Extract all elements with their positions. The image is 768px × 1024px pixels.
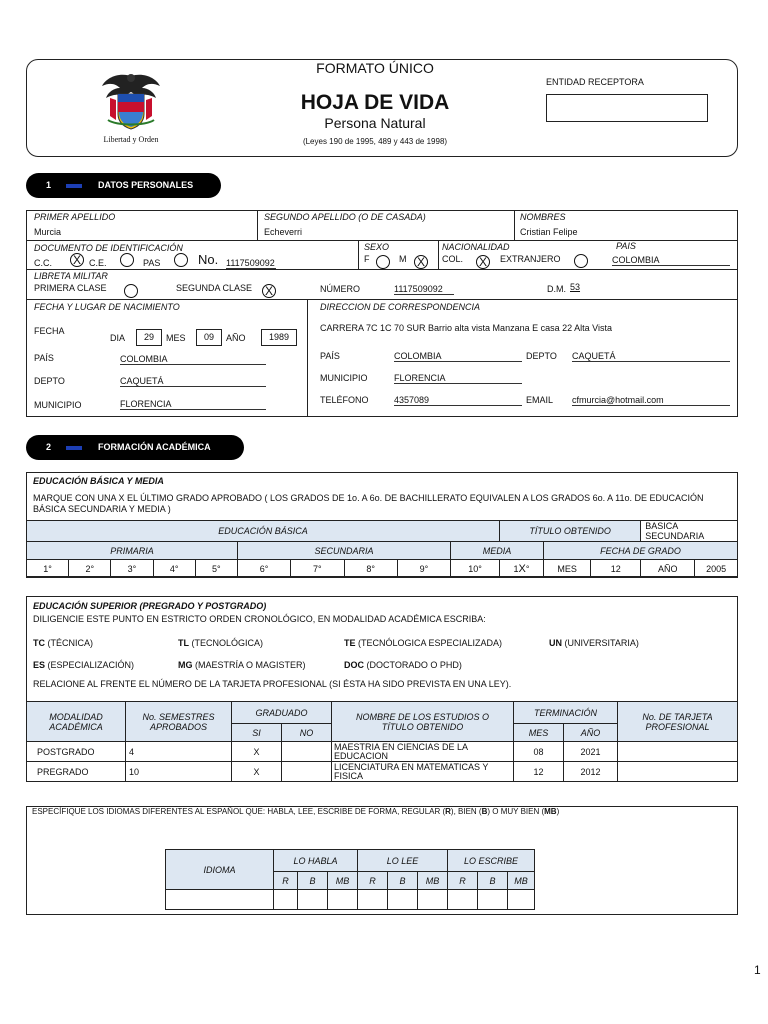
idioma-header: IDIOMA bbox=[166, 850, 274, 890]
depto-direccion-value[interactable]: CAQUETÁ bbox=[572, 351, 730, 362]
mes-header: MES bbox=[514, 724, 564, 742]
fecha-grado-header: FECHA DE GRADO bbox=[544, 542, 738, 560]
grade-3[interactable]: 3° bbox=[111, 560, 153, 578]
documento-label: DOCUMENTO DE IDENTIFICACIÓN bbox=[34, 243, 183, 253]
nombres-label: NOMBRES bbox=[520, 212, 566, 222]
ce-label: C.E. bbox=[89, 258, 107, 268]
depto-nacimiento-label: DEPTO bbox=[34, 376, 65, 386]
table-row bbox=[27, 762, 738, 782]
dia-value[interactable]: 29 bbox=[136, 329, 162, 346]
libreta-label: LIBRETA MILITAR bbox=[34, 271, 108, 281]
pais-nacimiento-value[interactable]: COLOMBIA bbox=[120, 354, 266, 365]
nacionalidad-label: NACIONALIDAD bbox=[442, 242, 510, 252]
section-2-pill bbox=[26, 435, 244, 460]
escribe-b: B bbox=[478, 872, 508, 890]
code-mg: MG (MAESTRÍA O MAGISTER) bbox=[178, 660, 306, 670]
lee-mb-cell[interactable] bbox=[418, 890, 448, 910]
coat-of-arms-logo bbox=[96, 70, 166, 146]
cc-label: C.C. bbox=[34, 258, 52, 268]
media-header: MEDIA bbox=[451, 542, 544, 560]
no-cell[interactable] bbox=[282, 762, 332, 782]
sexo-f-label: F bbox=[364, 254, 370, 264]
pas-option[interactable] bbox=[174, 253, 188, 267]
libreta-numero-label: NÚMERO bbox=[320, 284, 360, 294]
grade-8[interactable]: 8° bbox=[344, 560, 397, 578]
anio-value[interactable]: 1989 bbox=[261, 329, 297, 346]
escribe-b-cell[interactable] bbox=[478, 890, 508, 910]
lee-mb: MB bbox=[418, 872, 448, 890]
idioma-cell[interactable] bbox=[166, 890, 274, 910]
col-label: COL. bbox=[442, 254, 464, 264]
lee-r: R bbox=[358, 872, 388, 890]
superior-instructions: DILIGENCIE ESTE PUNTO EN ESTRICTO ORDEN CRONOLÓGICO, EN MODALIDAD ACADÉMICA ESCRIBA: bbox=[33, 614, 486, 624]
habla-mb-cell[interactable] bbox=[328, 890, 358, 910]
grade-9[interactable]: 9° bbox=[397, 560, 450, 578]
primera-clase-option[interactable] bbox=[124, 284, 138, 298]
pais-direccion-value[interactable]: COLOMBIA bbox=[394, 351, 522, 362]
email-value[interactable]: cfmurcia@hotmail.com bbox=[572, 395, 730, 406]
superior-table bbox=[26, 701, 738, 782]
municipio-nacimiento-label: MUNICIPIO bbox=[34, 400, 82, 410]
relacione-text: RELACIONE AL FRENTE EL NÚMERO DE LA TARJETA PROFESIONAL (SI ÉSTA HA SIDO PREVISTA EN UNA LEY). bbox=[33, 679, 512, 689]
no-cell[interactable] bbox=[282, 742, 332, 762]
habla-b: B bbox=[298, 872, 328, 890]
grade-1[interactable]: 1° bbox=[27, 560, 69, 578]
primer-apellido-value[interactable]: Murcia bbox=[34, 227, 62, 237]
graduado-header: GRADUADO bbox=[232, 702, 332, 724]
section-2-connector bbox=[66, 446, 82, 450]
anio-cell[interactable]: 2021 bbox=[564, 742, 618, 762]
mes-cell[interactable]: 08 bbox=[514, 742, 564, 762]
grade-4[interactable]: 4° bbox=[153, 560, 195, 578]
grade-6[interactable]: 6° bbox=[237, 560, 290, 578]
primaria-header: PRIMARIA bbox=[27, 542, 238, 560]
telefono-label: TELÉFONO bbox=[320, 395, 369, 405]
educacion-basica-header: EDUCACIÓN BÁSICA bbox=[27, 521, 500, 542]
page-subtitle: Persona Natural bbox=[324, 115, 426, 131]
municipio-direccion-label: MUNICIPIO bbox=[320, 373, 368, 383]
section-1-connector bbox=[66, 184, 82, 188]
basica-table bbox=[26, 520, 738, 578]
pais-label: PAIS bbox=[616, 241, 636, 251]
formato-unico: FORMATO ÚNICO bbox=[316, 60, 434, 76]
no-header: NO bbox=[282, 724, 332, 742]
modalidad-cell[interactable]: PREGRADO bbox=[27, 762, 126, 782]
extranjero-option[interactable] bbox=[574, 254, 588, 268]
anio-grado-label: AÑO bbox=[641, 560, 695, 578]
lee-r-cell[interactable] bbox=[358, 890, 388, 910]
tarjeta-cell[interactable] bbox=[618, 762, 738, 782]
anio-cell[interactable]: 2012 bbox=[564, 762, 618, 782]
mes-grado-value[interactable]: 12 bbox=[591, 560, 641, 578]
municipio-nacimiento-value[interactable]: FLORENCIA bbox=[120, 399, 266, 410]
terminacion-header: TERMINACIÓN bbox=[514, 702, 618, 724]
logo-caption: Libertad y Orden bbox=[103, 135, 159, 144]
modalidad-header: MODALIDAD ACADÉMICA bbox=[27, 702, 126, 742]
email-label: EMAIL bbox=[526, 395, 554, 405]
dm-value[interactable]: 53 bbox=[570, 282, 581, 292]
primer-apellido-label: PRIMER APELLIDO bbox=[34, 212, 116, 222]
anio-grado-value[interactable]: 2005 bbox=[695, 560, 738, 578]
si-header: SI bbox=[232, 724, 282, 742]
doc-no-label: No. bbox=[198, 252, 219, 267]
doc-number[interactable]: 1117509092 bbox=[226, 258, 275, 268]
si-cell[interactable]: X bbox=[232, 742, 282, 762]
municipio-direccion-value[interactable]: FLORENCIA bbox=[394, 373, 522, 384]
col-option[interactable]: X bbox=[476, 255, 490, 269]
pas-label: PAS bbox=[143, 258, 161, 268]
telefono-value[interactable]: 4357089 bbox=[394, 395, 522, 406]
table-row bbox=[166, 890, 535, 910]
code-doc: DOC (DOCTORADO O PHD) bbox=[344, 660, 462, 670]
anio-header: AÑO bbox=[564, 724, 618, 742]
dm-label: D.M. bbox=[547, 284, 566, 294]
direccion-value[interactable]: CARRERA 7C 1C 70 SUR Barrio alta vista Manzana E casa 22 Alta Vista bbox=[320, 323, 612, 333]
secundaria-header: SECUNDARIA bbox=[237, 542, 450, 560]
section-1-number: 1 bbox=[46, 180, 52, 190]
grade-7[interactable]: 7° bbox=[291, 560, 344, 578]
habla-r: R bbox=[274, 872, 298, 890]
tarjeta-cell[interactable] bbox=[618, 742, 738, 762]
extranjero-label: EXTRANJERO bbox=[500, 254, 561, 264]
entidad-receptora-field[interactable] bbox=[546, 94, 708, 122]
section-2-title: FORMACIÓN ACADÉMICA bbox=[98, 442, 211, 452]
nacimiento-label: FECHA Y LUGAR DE NACIMIENTO bbox=[34, 302, 180, 312]
lo-escribe-header: LO ESCRIBE bbox=[448, 850, 535, 872]
mes-label: MES bbox=[166, 333, 186, 343]
idiomas-instructions: ESPECÍFIQUE LOS IDIOMAS DIFERENTES AL ESPAÑOL QUE: HABLA, LEE, ESCRIBE DE FORMA, REGULAR (R), BIEN (B) O MUY BIEN (MB) bbox=[32, 807, 560, 816]
section-2-number: 2 bbox=[46, 442, 52, 452]
escribe-mb-cell[interactable] bbox=[508, 890, 535, 910]
escribe-mb: MB bbox=[508, 872, 535, 890]
dia-label: DIA bbox=[110, 333, 126, 343]
code-tc: TC (TÉCNICA) bbox=[33, 638, 93, 648]
table-row bbox=[27, 742, 738, 762]
pais-value[interactable]: COLOMBIA bbox=[612, 255, 730, 266]
segunda-clase-option[interactable]: X bbox=[262, 284, 276, 298]
grade-11-marked[interactable]: 1X° bbox=[500, 560, 544, 578]
anio-label: AÑO bbox=[226, 333, 246, 343]
basica-instructions: MARQUE CON UNA X EL ÚLTIMO GRADO APROBADO ( LOS GRADOS DE 1o. A 6o. DE BACHILLERATO EQUIVALEN A LOS GRADOS 6o. A 11o. DE EDUCACIÓN BÁSICA SECUNDARIA Y MEDIA ) bbox=[33, 493, 704, 514]
habla-mb: MB bbox=[328, 872, 358, 890]
grade-2[interactable]: 2° bbox=[69, 560, 111, 578]
code-tl: TL (TECNOLÓGICA) bbox=[178, 638, 264, 648]
nombre-cell[interactable]: MAESTRIA EN CIENCIAS DE LA EDUCACION bbox=[332, 742, 514, 762]
mes-value[interactable]: 09 bbox=[196, 329, 222, 346]
mes-grado-label: MES bbox=[544, 560, 591, 578]
sexo-m-option[interactable]: X bbox=[414, 255, 428, 269]
fecha-label: FECHA bbox=[34, 326, 65, 336]
ce-option[interactable] bbox=[120, 253, 134, 267]
page-number: 1 bbox=[754, 963, 761, 977]
entidad-receptora-label: ENTIDAD RECEPTORA bbox=[546, 77, 644, 87]
habla-b-cell[interactable] bbox=[298, 890, 328, 910]
modalidad-cell[interactable]: POSTGRADO bbox=[27, 742, 126, 762]
code-te: TE (TECNÓLOGICA ESPECIALIZADA) bbox=[344, 638, 503, 648]
page-title: HOJA DE VIDA bbox=[300, 91, 450, 114]
direccion-label: DIRECCION DE CORRESPONDENCIA bbox=[320, 302, 481, 312]
sexo-m-label: M bbox=[399, 254, 407, 264]
habla-r-cell[interactable] bbox=[274, 890, 298, 910]
superior-title: EDUCACIÓN SUPERIOR (PREGRADO Y POSTGRADO) bbox=[33, 601, 267, 611]
libreta-numero[interactable]: 1117509092 bbox=[394, 284, 454, 295]
titulo-obtenido-value[interactable]: BASICA SECUNDARIA bbox=[641, 521, 738, 542]
semestres-cell[interactable]: 4 bbox=[126, 742, 232, 762]
segundo-apellido-value[interactable]: Echeverri bbox=[264, 227, 303, 237]
lee-b: B bbox=[388, 872, 418, 890]
segundo-apellido-label: SEGUNDO APELLIDO (O DE CASADA) bbox=[264, 212, 426, 222]
nombre-estudios-header: NOMBRE DE LOS ESTUDIOS O TÍTULO OBTENIDO bbox=[332, 702, 514, 742]
tarjeta-header: No. DE TARJETA PROFESIONAL bbox=[618, 702, 738, 742]
grade-10[interactable]: 10° bbox=[451, 560, 500, 578]
si-cell[interactable]: X bbox=[232, 762, 282, 782]
depto-direccion-label: DEPTO bbox=[526, 351, 557, 361]
primera-clase-label: PRIMERA CLASE bbox=[34, 283, 107, 293]
depto-nacimiento-value[interactable]: CAQUETÁ bbox=[120, 376, 266, 387]
lo-habla-header: LO HABLA bbox=[274, 850, 358, 872]
cc-option[interactable]: X bbox=[70, 253, 84, 267]
pais-direccion-label: PAÍS bbox=[320, 351, 340, 361]
section-1-title: DATOS PERSONALES bbox=[98, 180, 194, 190]
laws-reference: (Leyes 190 de 1995, 489 y 443 de 1998) bbox=[302, 137, 448, 146]
sexo-f-option[interactable] bbox=[376, 255, 390, 269]
semestres-header: No. SEMESTRES APROBADOS bbox=[126, 702, 232, 742]
section-1-pill bbox=[26, 173, 221, 198]
escribe-r-cell[interactable] bbox=[448, 890, 478, 910]
semestres-cell[interactable]: 10 bbox=[126, 762, 232, 782]
escribe-r: R bbox=[448, 872, 478, 890]
nombres-value[interactable]: Cristian Felipe bbox=[520, 227, 578, 237]
pais-nacimiento-label: PAÍS bbox=[34, 353, 54, 363]
titulo-obtenido-label: TÍTULO OBTENIDO bbox=[500, 521, 641, 542]
mes-cell[interactable]: 12 bbox=[514, 762, 564, 782]
lo-lee-header: LO LEE bbox=[358, 850, 448, 872]
idiomas-table bbox=[165, 849, 535, 910]
nombre-cell[interactable]: LICENCIATURA EN MATEMATICAS Y FISICA bbox=[332, 762, 514, 782]
segunda-clase-label: SEGUNDA CLASE bbox=[176, 283, 253, 293]
grade-5[interactable]: 5° bbox=[195, 560, 237, 578]
code-es: ES (ESPECIALIZACIÓN) bbox=[33, 660, 135, 670]
sexo-label: SEXO bbox=[364, 242, 390, 252]
code-un: UN (UNIVERSITARIA) bbox=[549, 638, 639, 648]
lee-b-cell[interactable] bbox=[388, 890, 418, 910]
basica-title: EDUCACIÓN BÁSICA Y MEDIA bbox=[33, 476, 164, 486]
